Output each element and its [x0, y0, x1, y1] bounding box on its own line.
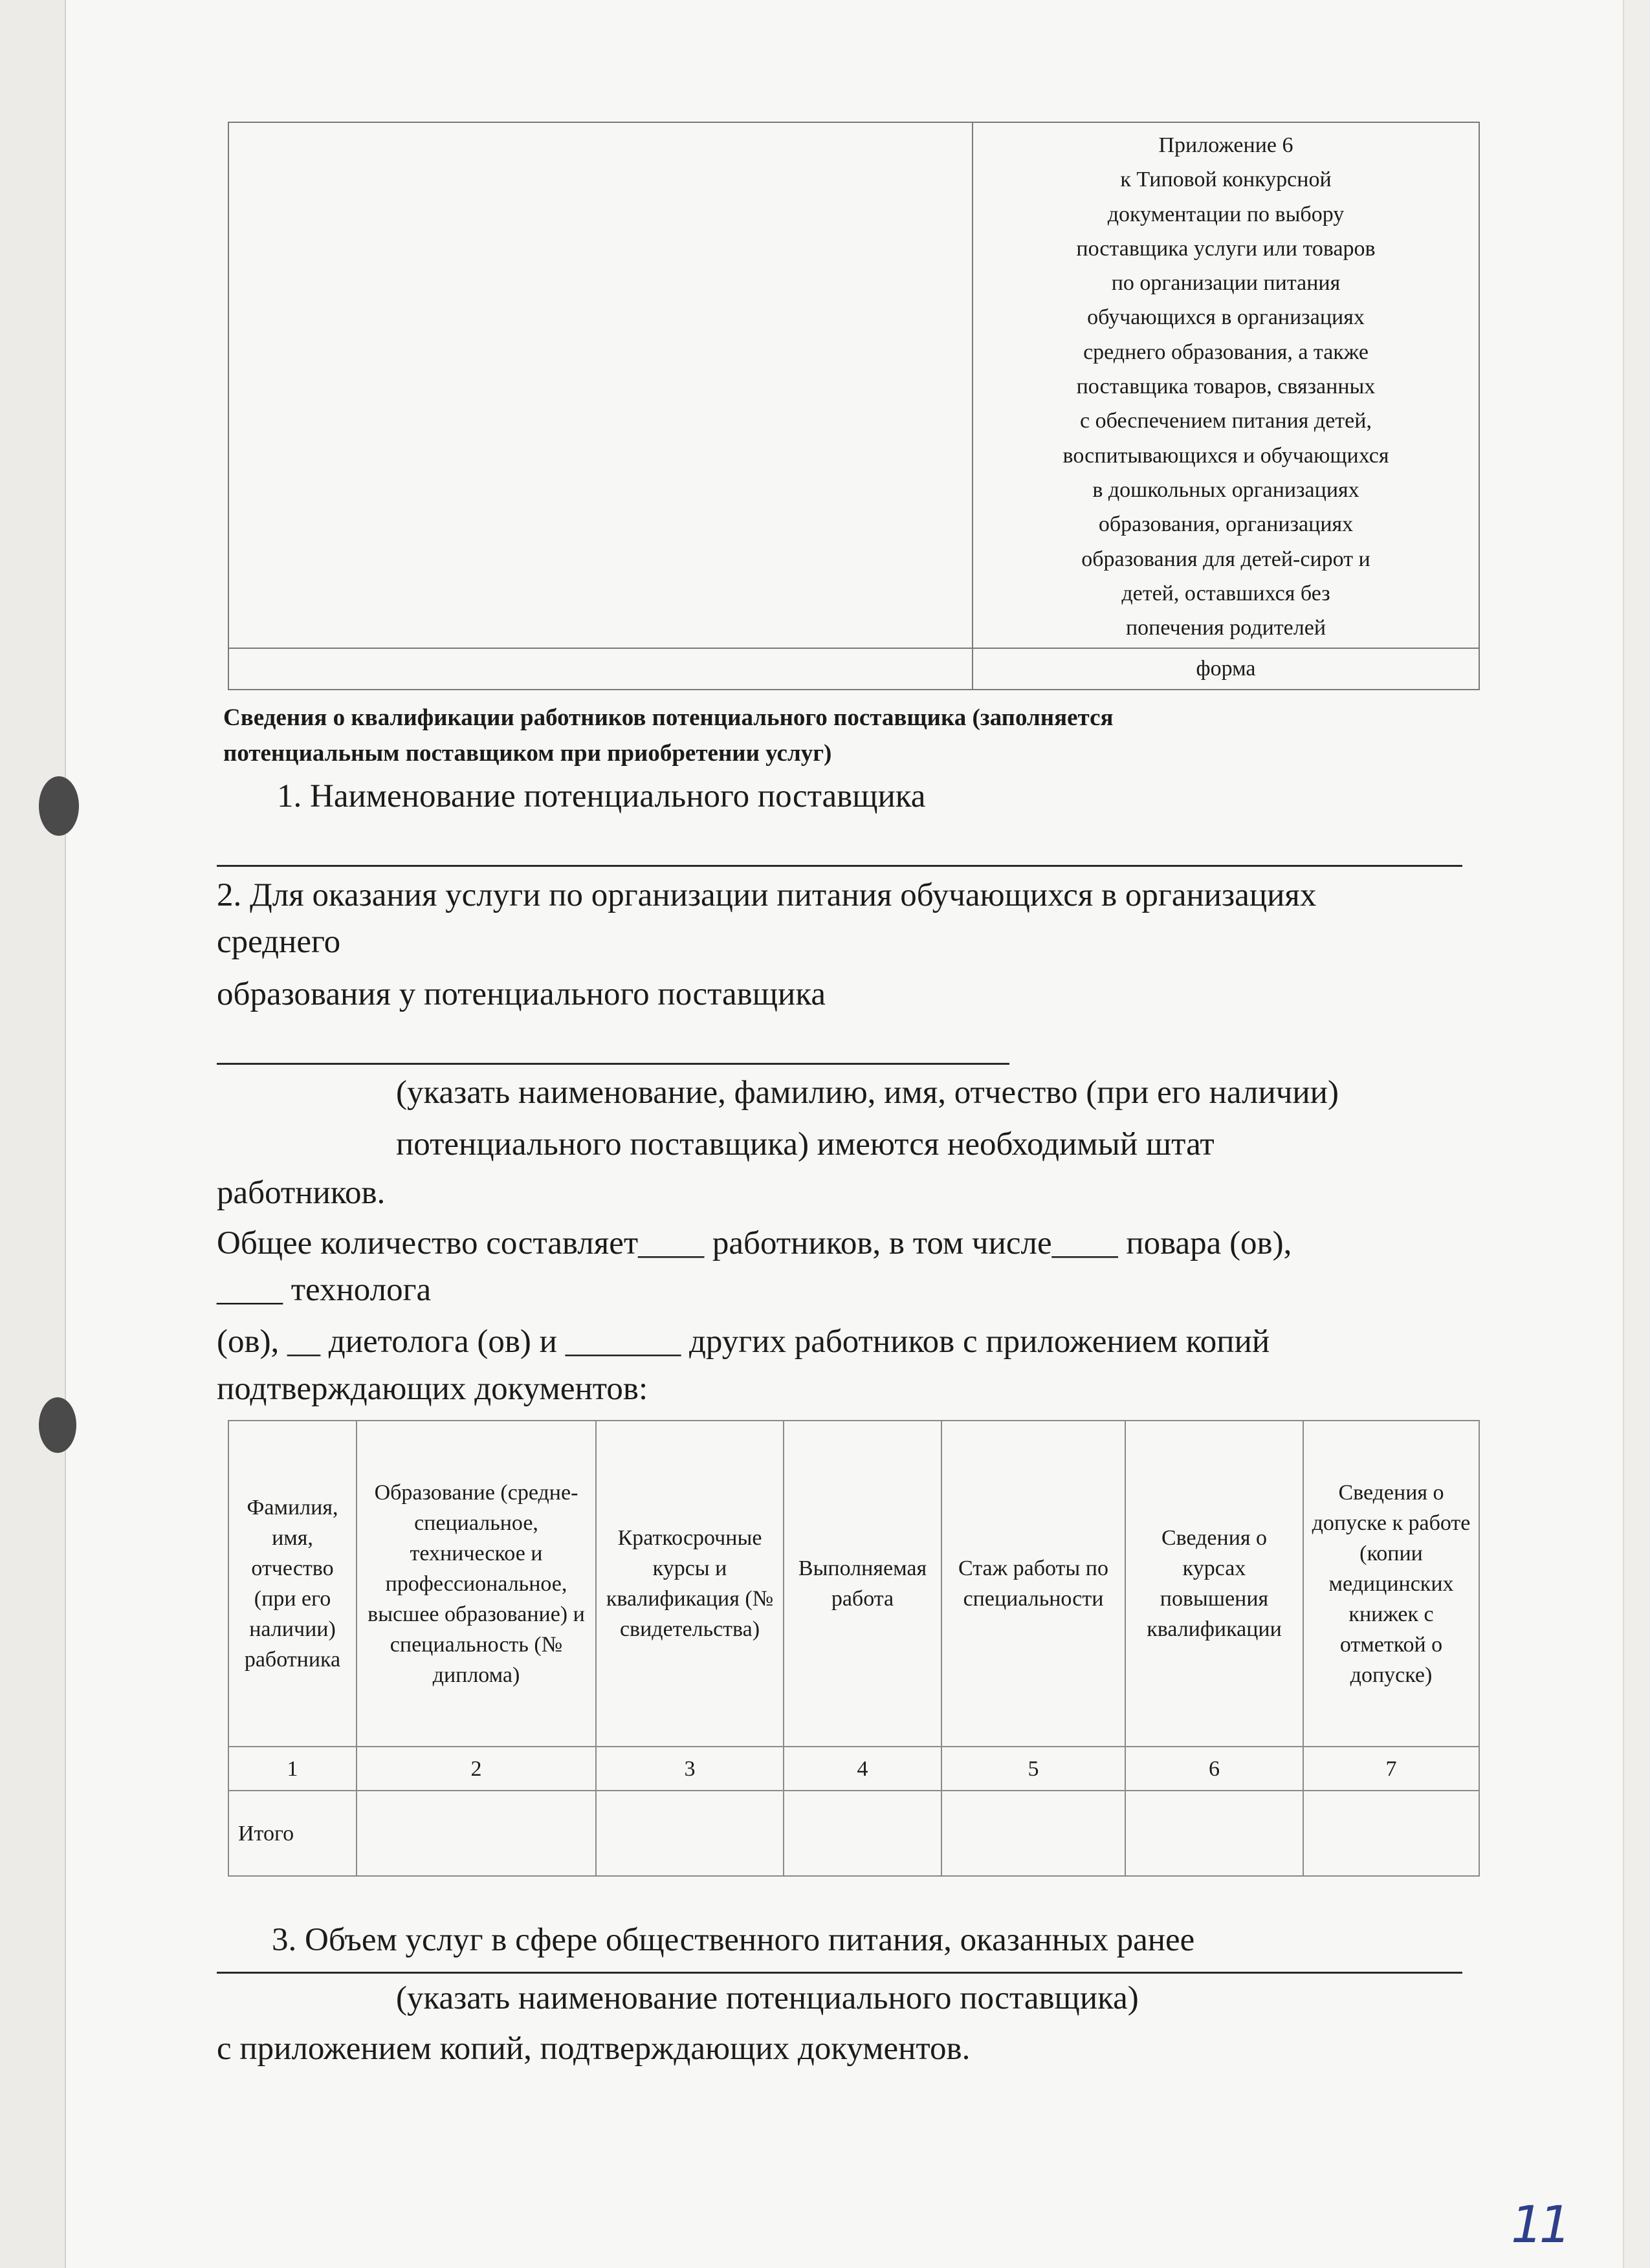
- section-2-text: 2. Для оказания услуги по организации питания обучающихся в организациях: [217, 877, 1317, 913]
- section-3-hint: (указать наименование потенциального поставщика): [396, 1980, 1139, 2016]
- column-number: 3: [596, 1747, 784, 1791]
- column-number: 1: [228, 1747, 357, 1791]
- column-header: Фамилия, имя, отчество (при его наличии) работника: [228, 1421, 357, 1747]
- column-number: 4: [784, 1747, 941, 1791]
- annex-line: с обеспечением питания детей,: [1080, 409, 1372, 433]
- section-2-text: работников.: [217, 1175, 386, 1211]
- table-row: [228, 1747, 1479, 1791]
- document-title: Сведения о квалификации работников потенциального поставщика (заполняется: [223, 704, 1114, 731]
- table-cell: [1303, 1791, 1479, 1876]
- annex-caption-cell: [973, 122, 1479, 648]
- column-header: Сведения о допуске к работе (копии медицинских книжек с отметкой о допуске): [1303, 1421, 1479, 1747]
- section-2-hint: потенциального поставщика) имеются необходимый штат: [396, 1126, 1215, 1162]
- annex-line: детей, оставшихся без: [1121, 581, 1330, 605]
- form-blank-cell: [228, 648, 973, 690]
- section-2-text: образования у потенциального поставщика: [217, 976, 826, 1012]
- annex-line: образования, организациях: [1098, 512, 1354, 537]
- annex-caption: [973, 123, 1479, 648]
- annex-header-blank-cell: [228, 122, 973, 648]
- annex-line: среднего образования, а также: [1083, 340, 1369, 364]
- section-2-hint: (указать наименование, фамилию, имя, отчество (при его наличии): [396, 1074, 1339, 1111]
- column-header: Стаж работы по специальности: [941, 1421, 1125, 1747]
- annex-line: поставщика услуги или товаров: [1076, 236, 1376, 261]
- table-cell: [357, 1791, 596, 1876]
- column-number: 2: [357, 1747, 596, 1791]
- form-label: форма: [973, 648, 1479, 690]
- column-number: 5: [941, 1747, 1125, 1791]
- section-2-text: среднего: [217, 924, 341, 960]
- section-2-counts: (ов), __ диетолога (ов) и _______ других работников с приложением копий: [217, 1324, 1270, 1360]
- scan-right-edge: [1623, 0, 1650, 2268]
- column-number: 6: [1125, 1747, 1303, 1791]
- total-label: Итого: [228, 1791, 357, 1876]
- column-header: Выполняемая работа: [784, 1421, 941, 1747]
- table-cell: [1125, 1791, 1303, 1876]
- section-2-counts: Общее количество составляет____ работников, в том числе____ повара (ов),: [217, 1225, 1292, 1261]
- section-2-counts: ____ технолога: [217, 1272, 432, 1308]
- column-header: Краткосрочные курсы и квалификация (№ свидетельства): [596, 1421, 784, 1747]
- table-cell: [596, 1791, 784, 1876]
- page-number: 11: [1511, 2196, 1568, 2254]
- annex-line: по организации питания: [1111, 271, 1341, 296]
- table-cell: [941, 1791, 1125, 1876]
- scan-left-edge: [0, 0, 66, 2268]
- annex-line: образования для детей-сирот и: [1081, 547, 1370, 571]
- annex-line: документации по выбору: [1107, 202, 1345, 226]
- section-3-text: с приложением копий, подтверждающих документов.: [217, 2031, 971, 2067]
- annex-line: к Типовой конкурсной: [1120, 168, 1332, 192]
- annex-line: в дошкольных организациях: [1092, 477, 1359, 502]
- annex-line: воспитывающихся и обучающихся: [1062, 443, 1389, 468]
- table-row: [228, 1791, 1479, 1876]
- punch-hole: [39, 1397, 76, 1453]
- fill-in-line: [217, 865, 1462, 867]
- column-header: Сведения о курсах повышения квалификации: [1125, 1421, 1303, 1747]
- staff-table: [228, 1420, 1480, 1877]
- section-1-text: 1. Наименование потенциального поставщика: [277, 778, 926, 814]
- column-header: Образование (средне-специальное, техническое и профессиональное, высшее образование) и специальность (№ диплома): [357, 1421, 596, 1747]
- table-cell: [784, 1791, 941, 1876]
- section-2-text: подтверждающих документов:: [217, 1371, 648, 1407]
- document-title-line2: потенциальным поставщиком при приобретении услуг): [223, 740, 832, 767]
- fill-in-line: [217, 1063, 1009, 1065]
- column-number: 7: [1303, 1747, 1479, 1791]
- annex-header-table: [228, 122, 1480, 690]
- fill-in-line: [217, 1972, 1462, 1974]
- annex-line: обучающихся в организациях: [1087, 305, 1365, 330]
- annex-line: поставщика товаров, связанных: [1076, 375, 1376, 399]
- section-3-text: 3. Объем услуг в сфере общественного питания, оказанных ранее: [272, 1922, 1195, 1958]
- punch-hole: [39, 776, 79, 836]
- annex-line: Приложение 6: [1158, 133, 1293, 157]
- annex-line: попечения родителей: [1125, 616, 1326, 640]
